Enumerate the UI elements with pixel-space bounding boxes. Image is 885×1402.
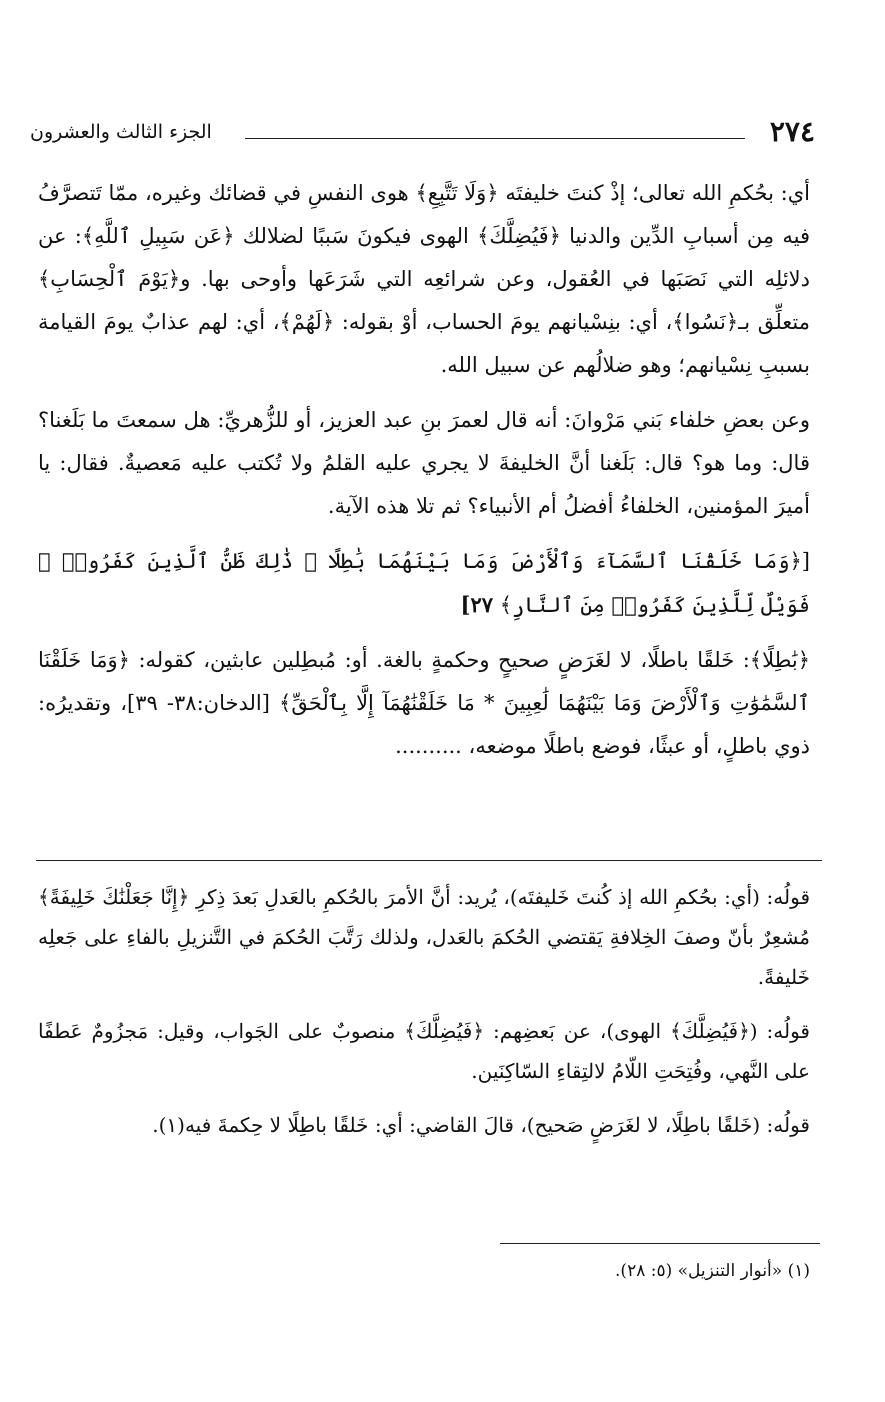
main-text <box>38 172 810 768</box>
page-number: ٢٧٤ <box>769 115 815 148</box>
commentary-note: قولُه: (أي: بحُكمِ الله إذ كُنتَ خَليفتَه)، يُريد: أنَّ الأمرَ بالحُكمِ بالعَدلِ بَعدَ ذِكرِ ﴿إِنَّا جَعَلْنَٰكَ خَلِيفَةً﴾ مُشعِرٌ بأنّ وصفَ الخِلافةِ يَقتضي الحُكمَ بالعَدل، ولذلك رَتَّبَ الحُكمَ في التَّنزيلِ بالفاءِ على جَعلِه خَليفةً. <box>38 885 810 989</box>
footnote: (١) «أنوار التنزيل» (٥: ٢٨). <box>615 1261 810 1281</box>
paragraph: وعن بعضِ خلفاء بَني مَرْوانَ: أنه قال لعمرَ بنِ عبد العزيز، أو للزُّهريِّ: هل سمعتَ ما بَلَغنا؟ قال: وما هو؟ قال: بَلَغنا أنَّ الخليفةَ لا يجري عليه القلمُ ولا تُكتب عليه مَعصيةٌ. فقال: يا أميرَ المؤمنين، الخلفاءُ أفضلُ أم الأنبياء؟ ثم تلا هذه الآية. <box>38 408 810 518</box>
verse-number: ٢٧] <box>460 592 493 617</box>
paragraph: ﴿بَٰطِلًا﴾: خَلقًا باطلًا، لا لغَرَضٍ صحيحٍ وحكمةٍ بالغة. أو: مُبطِلين عابثين، كقوله: ﴿وَمَا خَلَقْنَا ٱلسَّمَٰوَٰتِ وَٱلْأَرْضَ وَمَا بَيْنَهُمَا لَٰعِبِينَ * مَا خَلَقْنَٰهُمَآ إِلَّا بِٱلْحَقِّ﴾ [الدخان:٣٨- ٣٩]، وتقديرُه: ذوي باطلٍ، أو عبثًا، فوضع باطلًا موضعه، .......... <box>38 648 810 758</box>
verse-text: [﴿وَمَا خَلَقْنَا ٱلسَّمَآءَ وَٱلْأَرْضَ وَمَا بَيْنَهُمَا بَٰطِلًا ۚ ذَٰلِكَ ظَنُّ ٱلَّذِينَ كَفَرُوا۟ ۚ فَوَيْلٌ لِّلَّذِينَ كَفَرُوا۟ مِنَ ٱلنَّارِ﴾ <box>38 549 810 617</box>
commentary <box>38 877 810 1145</box>
paragraph: أي: بحُكمِ الله تعالى؛ إذْ كنتَ خليفتَه ﴿وَلَا تَتَّبِعِ﴾ هوى النفسِ في قضائك وغيره، ممّا تَتصرَّفُ فيه مِن أسبابِ الدِّين والدنيا ﴿فَيُضِلَّكَ﴾ الهوى فيكونَ سَببًا لضلالك ﴿عَن سَبِيلِ ٱللَّهِ﴾: عن دلائلِه التي نَصَبَها في العُقول، وعن شرائعِه التي شَرَعَها وأوحى بها. و﴿يَوْمَ ٱلْحِسَابِ﴾ متعلِّق بـ﴿نَسُوا﴾، أي: بنِسْيانهم يومَ الحساب، أوْ بقوله: ﴿لَهُمْ﴾، أي: لهم عذابٌ يومَ القيامة بسببِ نِسْيانهم؛ وهو ضلالُهم عن سبيل الله. <box>38 181 810 377</box>
commentary-note: قولُه: (خَلقًا باطِلًا، لا لغَرَضٍ صَحيح)، قالَ القاضي: أي: خَلقًا باطِلًا لا حِكمةَ فيه(١). <box>152 1113 810 1137</box>
commentary-note: قولُه: (﴿فَيُضِلَّكَ﴾ الهوى)، عن بَعضِهم: ﴿فَيُضِلَّكَ﴾ منصوبٌ على الجَواب، وقيل: مَجزُومٌ عَطفًا على النَّهي، وفُتِحَتِ اللّامُ لالتِقاءِ السّاكِنَين. <box>38 1019 810 1083</box>
header-rule <box>245 138 745 139</box>
footnote-divider <box>500 1243 820 1244</box>
page-header <box>30 112 815 152</box>
running-title: الجزء الثالث والعشرون <box>30 121 212 143</box>
quran-verse <box>38 540 810 627</box>
commentary-divider <box>36 860 822 861</box>
